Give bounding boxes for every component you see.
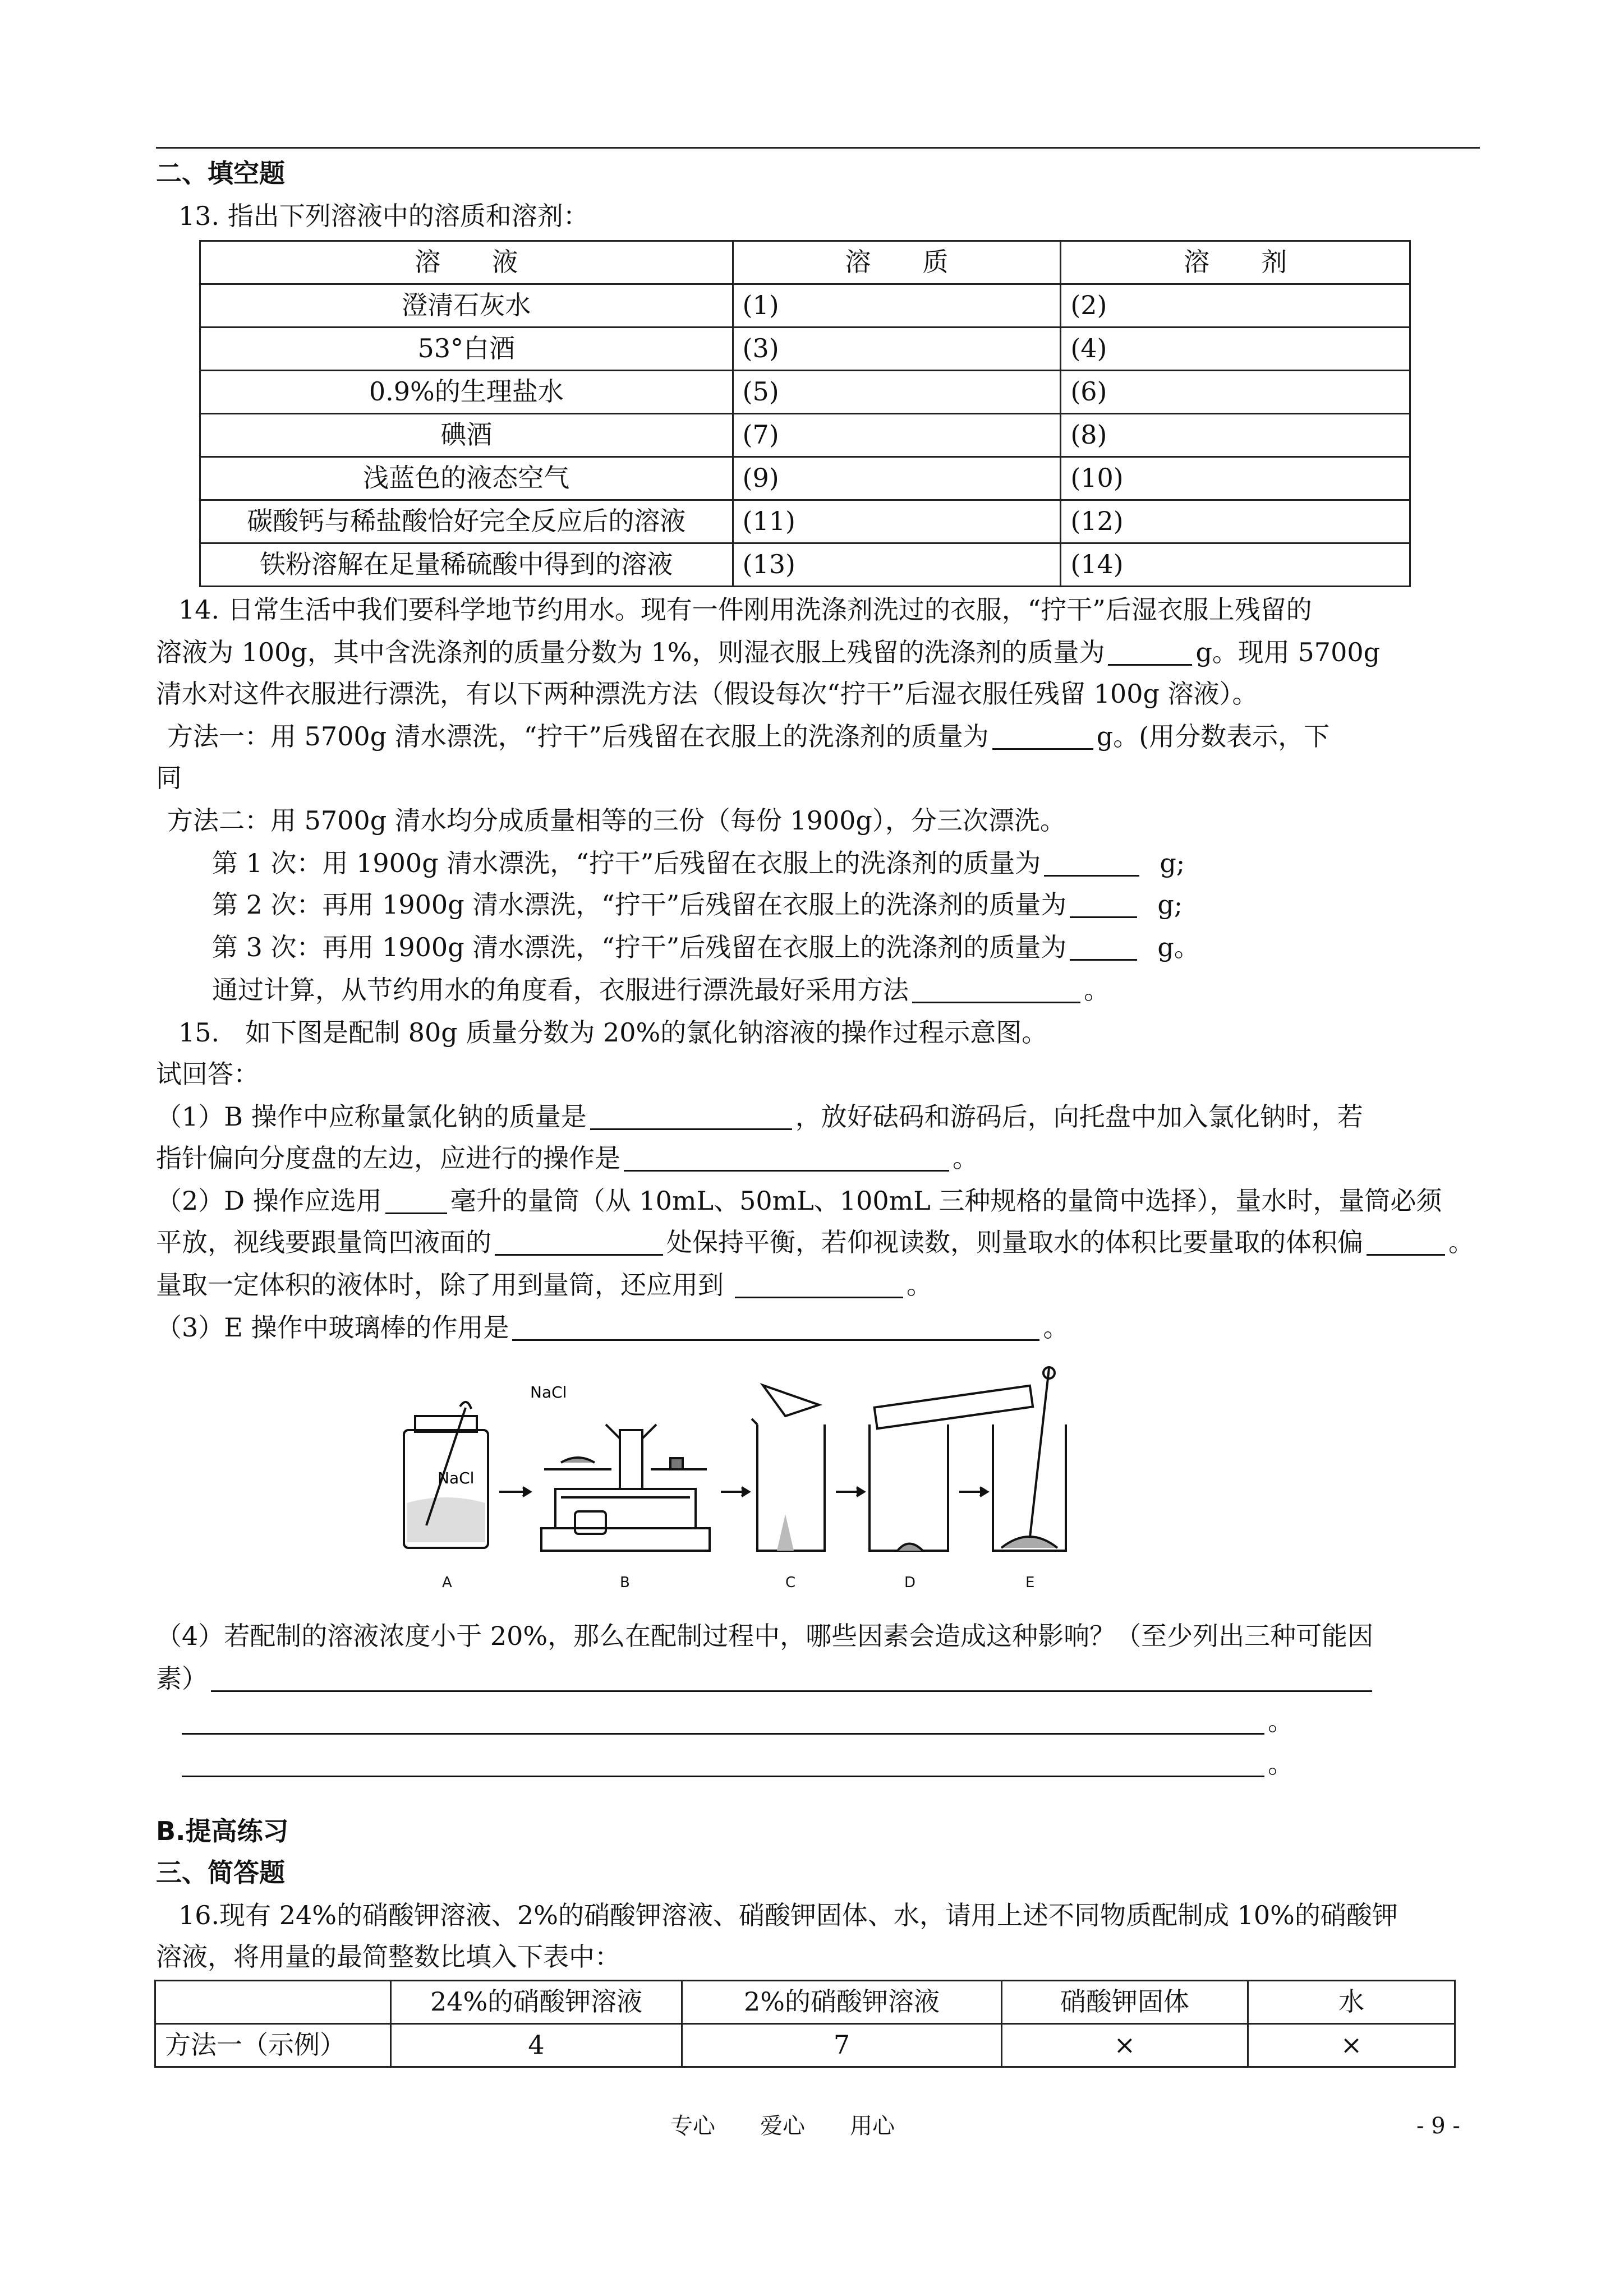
page-number: - 9 - [1416,2113,1460,2139]
figure-label-b: B [620,1574,630,1591]
answer-cell[interactable]: (1) [733,284,1061,328]
q15-text: ，放好砝码和游码后，向托盘中加入氯化钠时，若 [795,1101,1363,1132]
q15-text: （1）B 操作中应称量氯化钠的质量是 [156,1101,587,1132]
q14-unit: g。 [1157,932,1200,962]
answer-blank[interactable] [1367,1232,1445,1256]
q15-text: 平放，视线要跟量筒凹液面的 [156,1227,491,1257]
ratio-cell: × [1001,2024,1248,2067]
q14-step-1 [212,847,1185,880]
q15-part-3 [156,1311,1069,1345]
section-title-short-answer: 三、简答题 [156,1857,285,1888]
header-solid: 硝酸钾固体 [1001,1981,1248,2024]
solution-cell: 碘酒 [200,414,733,457]
solution-cell: 53°白酒 [200,328,733,371]
q15-line-2: 试回答： [156,1059,259,1089]
q14-text: 第 3 次：再用 1900g 清水漂洗，“拧干”后残留在衣服上的洗涤剂的质量为 [212,932,1067,962]
header-water: 水 [1248,1981,1455,2024]
beaker-c-figure [752,1385,825,1551]
answer-blank[interactable] [495,1232,663,1256]
section-title-practice: B.提高练习 [156,1816,289,1846]
solution-cell: 浅蓝色的液态空气 [200,457,733,500]
q14-method-2: 方法二：用 5700g 清水均分成质量相等的三份（每份 1900g），分三次漂洗。 [167,805,1066,836]
answer-cell[interactable]: (10) [1061,457,1410,500]
q14-text: g。(用分数表示，下 [1096,721,1330,751]
table-row [200,284,1410,328]
header-2pct: 2%的硝酸钾溶液 [682,1981,1001,2024]
table-row [200,414,1410,457]
answer-blank[interactable] [385,1190,447,1214]
figure-label-a: A [442,1574,452,1591]
answer-blank[interactable] [1070,894,1137,918]
answer-cell[interactable]: (5) [733,371,1061,414]
q15-part-2-cont2 [156,1269,932,1302]
q14-text: 第 2 次：再用 1900g 清水漂洗，“拧干”后残留在衣服上的洗涤剂的质量为 [212,889,1067,920]
q14-text: g。现用 5700g [1195,637,1381,667]
table-row [200,543,1410,587]
footer-motto: 专心 爱心 用心 [670,2113,895,2139]
answer-cell[interactable]: (6) [1061,371,1410,414]
q15-part-4-line-2 [178,1705,1294,1739]
q16-table [154,1980,1456,2068]
balance-figure [541,1424,710,1551]
section-title-fill-blank: 二、填空题 [156,158,285,188]
table-row [200,371,1410,414]
q15-text: （2）D 操作应选用 [156,1186,382,1216]
q14-text: 第 1 次：用 1900g 清水漂洗，“拧干”后残留在衣服上的洗涤剂的质量为 [212,848,1041,878]
answer-blank[interactable] [512,1317,1039,1341]
table-header-row [155,1981,1455,2024]
q14-method-1 [167,720,1329,754]
jar-label: NaCl [438,1469,475,1487]
q13-prompt: 13. 指出下列溶液中的溶质和溶剂： [178,201,589,231]
answer-blank[interactable] [590,1106,792,1130]
q14-step-2 [212,888,1183,922]
answer-blank[interactable] [992,726,1093,750]
table-row [200,328,1410,371]
q14-text: 溶液为 100g，其中含洗涤剂的质量分数为 1%，则湿衣服上残留的洗涤剂的质量为 [156,637,1105,667]
answer-blank[interactable] [912,979,1080,1003]
answer-blank[interactable] [211,1668,1372,1692]
q15-text: 。 [907,1270,932,1300]
q14-text: 。 [1084,975,1110,1005]
answer-blank[interactable] [182,1753,1264,1777]
header-solution: 溶 液 [200,241,733,284]
answer-blank[interactable] [1070,937,1137,961]
q13-table [199,240,1411,587]
q15-text: 。 [953,1143,978,1173]
q15-text: 。 [1448,1227,1474,1257]
answer-cell[interactable]: (13) [733,543,1061,587]
solution-cell: 铁粉溶解在足量稀硫酸中得到的溶液 [200,543,733,587]
q15-part-4-cont [156,1662,1375,1696]
q15-text: 指针偏向分度盘的左边，应进行的操作是 [156,1143,620,1173]
q15-part-1 [156,1100,1363,1134]
q15-text: 。 [1268,1706,1294,1736]
answer-cell[interactable]: (14) [1061,543,1410,587]
table-row [200,457,1410,500]
header-24pct: 24%的硝酸钾溶液 [390,1981,682,2024]
answer-cell[interactable]: (11) [733,500,1061,543]
q14-method-1-cont: 同 [156,763,182,793]
answer-cell[interactable]: (7) [733,414,1061,457]
beaker-d-figure [869,1386,1033,1551]
q15-text: 。 [1268,1749,1294,1779]
header-solvent: 溶 剂 [1061,241,1410,284]
method-cell: 方法一（示例） [155,2024,391,2067]
figure-label-d: D [904,1574,916,1591]
q15-part-1-cont [156,1142,978,1175]
q14-line-1: 14. 日常生活中我们要科学地节约用水。现有一件刚用洗涤剂洗过的衣服，“拧干”后湿衣服上残留的 [178,594,1312,625]
q15-text: 处保持平衡，若仰视读数，则量取水的体积比要量取的体积偏 [666,1227,1363,1257]
q15-part-4-line-3 [178,1748,1294,1781]
q15-text: 毫升的量筒（从 10mL、50mL、100mL 三种规格的量筒中选择），量水时，量筒必须 [450,1186,1442,1216]
q16-line-1: 16.现有 24%的硝酸钾溶液、2%的硝酸钾溶液、硝酸钾固体、水，请用上述不同物质配制成 10%的硝酸钾 [178,1900,1398,1930]
q15-text: 。 [1043,1312,1069,1343]
table-header-row [200,241,1410,284]
q15-part-2 [156,1184,1442,1218]
q15-part-2-cont [156,1226,1474,1260]
answer-cell[interactable]: (2) [1061,284,1410,328]
q16-line-2: 溶液，将用量的最简整数比填入下表中： [156,1942,620,1972]
q15-text: （3）E 操作中玻璃棒的作用是 [156,1312,509,1343]
answer-blank[interactable] [1108,642,1192,666]
q14-text: 通过计算，从节约用水的角度看，衣服进行漂洗最好采用方法 [212,975,909,1005]
nacl-preparation-diagram [393,1363,1122,1610]
q15-part-4: （4）若配制的溶液浓度小于 20%，那么在配制过程中，哪些因素会造成这种影响？（至少列出三种可能因 [156,1621,1374,1651]
reagent-jar-figure [404,1402,606,1548]
solution-cell: 澄清石灰水 [200,284,733,328]
answer-blank[interactable] [1044,852,1139,877]
answer-cell[interactable]: (12) [1061,500,1410,543]
solution-cell: 0.9%的生理盐水 [200,371,733,414]
ratio-cell: 7 [682,2024,1001,2067]
q14-unit: g; [1157,889,1183,920]
figure-label-e: E [1025,1574,1035,1591]
header-solute: 溶 质 [733,241,1061,284]
answer-cell[interactable]: (8) [1061,414,1410,457]
q15-text: 量取一定体积的液体时，除了用到量筒，还应用到 [156,1270,724,1300]
nacl-label: NaCl [530,1383,567,1401]
answer-blank[interactable] [624,1147,949,1172]
header-rule [156,147,1480,149]
q14-conclusion [212,974,1110,1007]
beaker-e-figure [993,1367,1066,1551]
solution-cell: 碳酸钙与稀盐酸恰好完全反应后的溶液 [200,500,733,543]
q15-line-1: 15. 如下图是配制 80g 质量分数为 20%的氯化钠溶液的操作过程示意图。 [178,1017,1048,1048]
ratio-cell: × [1248,2024,1455,2067]
q14-line-2 [156,636,1380,670]
q14-step-3 [212,931,1200,965]
answer-blank[interactable] [182,1711,1264,1735]
q14-unit: g; [1160,848,1185,878]
q15-text: 素） [156,1663,208,1694]
answer-cell[interactable]: (9) [733,457,1061,500]
figure-label-c: C [785,1574,796,1591]
q14-line-3: 清水对这件衣服进行漂洗，有以下两种漂洗方法（假设每次“拧干”后湿衣服任残留 100g 溶液）。 [156,679,1258,709]
answer-cell[interactable]: (3) [733,328,1061,371]
table-row [200,500,1410,543]
header-empty [155,1981,391,2024]
answer-cell[interactable]: (4) [1061,328,1410,371]
table-row [155,2024,1455,2067]
ratio-cell: 4 [390,2024,682,2067]
answer-blank[interactable] [735,1274,903,1298]
q14-text: 方法一：用 5700g 清水漂洗，“拧干”后残留在衣服上的洗涤剂的质量为 [167,721,989,751]
